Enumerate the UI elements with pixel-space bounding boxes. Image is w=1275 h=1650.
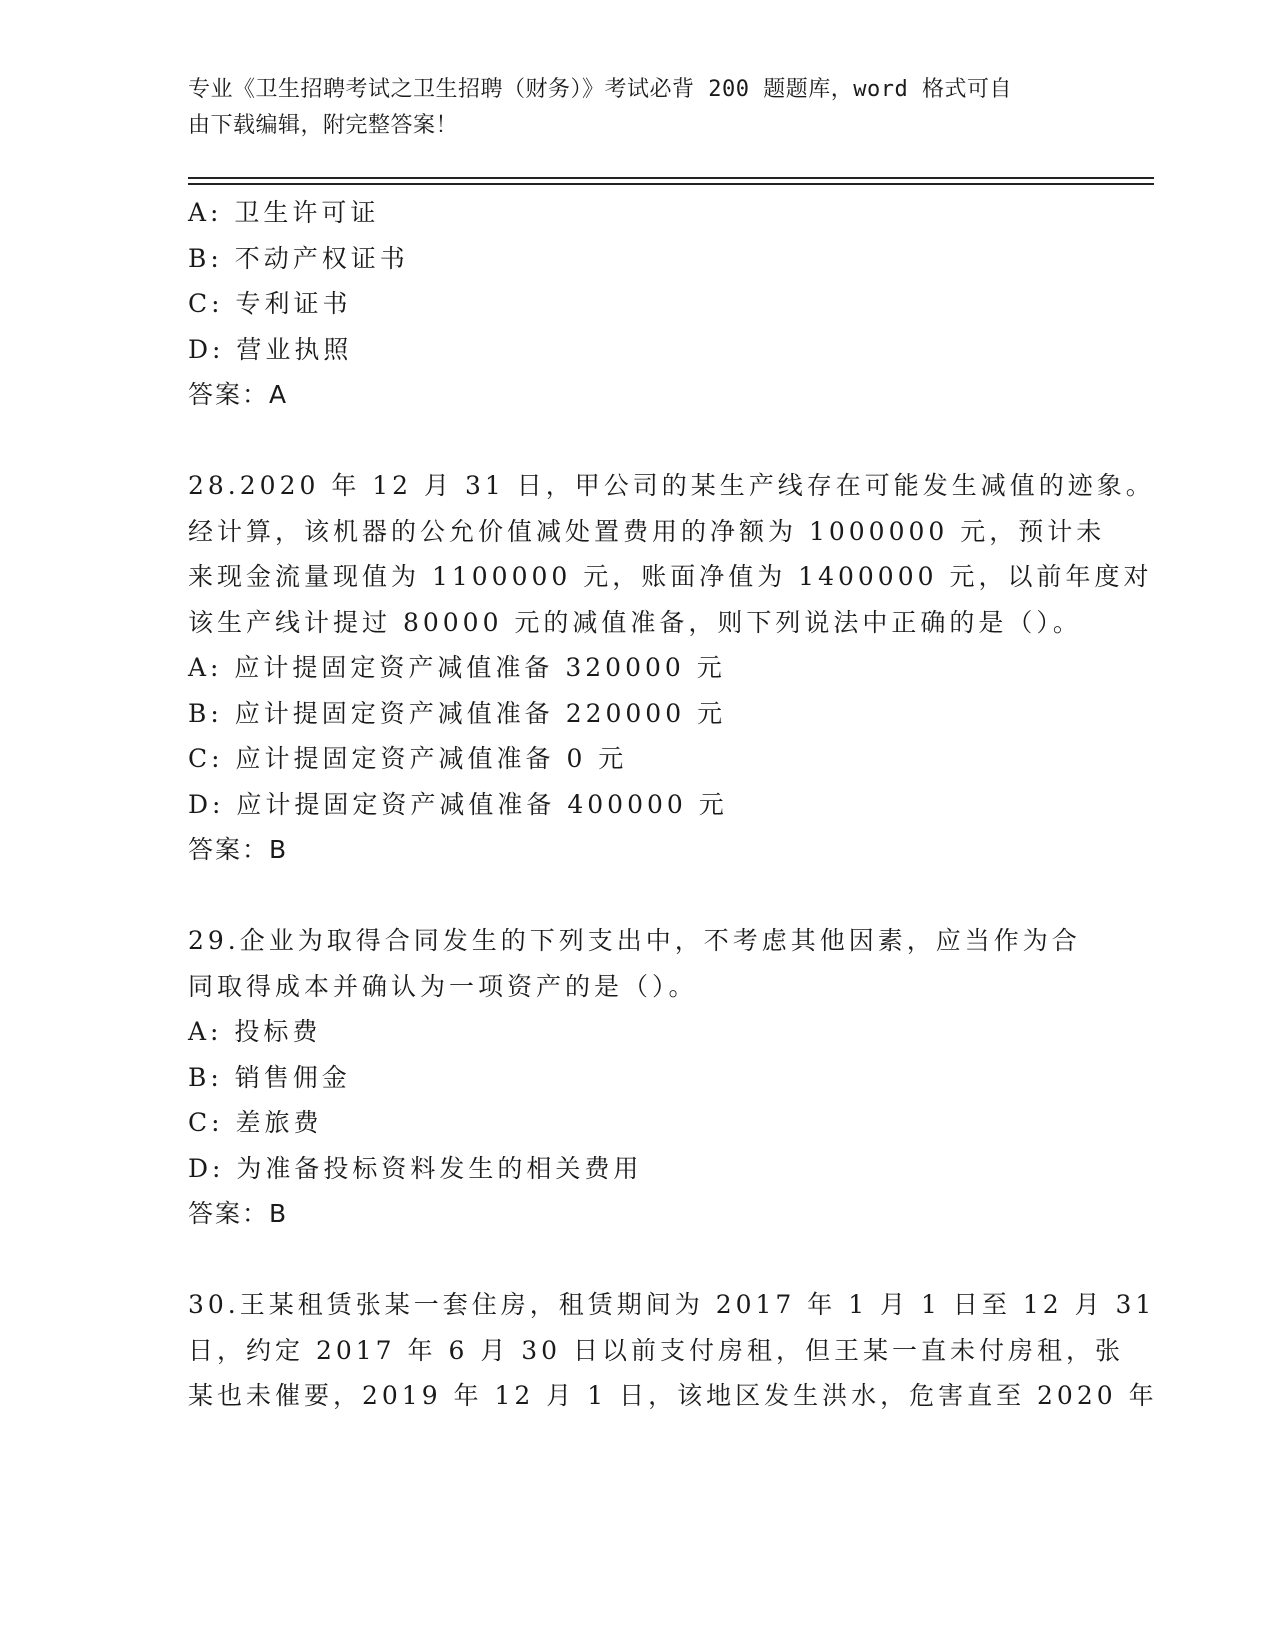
question-stem-line: 30.王某租赁张某一套住房，租赁期间为 2017 年 1 月 1 日至 12 月 31 bbox=[188, 1290, 1156, 1319]
header-line: 由下载编辑，附完整答案！ bbox=[188, 113, 459, 138]
option-b: B: 不动产权证书 bbox=[188, 243, 409, 273]
question-stem-line: 28.2020 年 12 月 31 日，甲公司的某生产线存在可能发生减值的迹象。 bbox=[188, 471, 1155, 500]
answer-line: 答案：B bbox=[188, 835, 289, 864]
question-28-block bbox=[188, 463, 1155, 873]
question-29-block bbox=[188, 918, 1088, 1237]
option-d: D: 为准备投标资料发生的相关费用 bbox=[188, 1153, 643, 1183]
spacer bbox=[188, 418, 1088, 464]
option-b: B: 应计提固定资产减值准备 220000 元 bbox=[188, 698, 727, 728]
answer-line: 答案：A bbox=[188, 380, 289, 409]
question-list bbox=[188, 190, 1158, 1419]
question-stem-line: 该生产线计提过 80000 元的减值准备，则下列说法中正确的是（）。 bbox=[188, 607, 1082, 637]
question-stem-line: 同取得成本并确认为一项资产的是（）。 bbox=[188, 971, 698, 1001]
option-d: D: 应计提固定资产减值准备 400000 元 bbox=[188, 789, 728, 819]
question-stem-line: 来现金流量现值为 1100000 元，账面净值为 1400000 元，以前年度对 bbox=[188, 562, 1153, 591]
question-stem-line: 29.企业为取得合同发生的下列支出中，不考虑其他因素，应当作为合 bbox=[188, 926, 1081, 955]
header-divider bbox=[188, 177, 1154, 179]
question-30-block bbox=[188, 1282, 1158, 1419]
option-b: B: 销售佣金 bbox=[188, 1062, 351, 1092]
option-a: A: 卫生许可证 bbox=[188, 198, 380, 227]
answer-line: 答案：B bbox=[188, 1199, 289, 1228]
option-a: A: 应计提固定资产减值准备 320000 元 bbox=[188, 653, 726, 682]
option-d: D: 营业执照 bbox=[188, 334, 353, 364]
spacer bbox=[188, 873, 1088, 919]
spacer bbox=[188, 1237, 1088, 1283]
header-line: 专业《卫生招聘考试之卫生招聘（财务）》考试必背 200 题题库，word 格式可自 bbox=[188, 77, 1012, 102]
option-c: C: 应计提固定资产减值准备 0 元 bbox=[188, 744, 628, 773]
question-stem-line: 日，约定 2017 年 6 月 30 日以前支付房租，但王某一直未付房租，张 bbox=[188, 1335, 1125, 1365]
document-header bbox=[188, 72, 1068, 144]
option-c: C: 差旅费 bbox=[188, 1108, 323, 1137]
question-stem-line: 经计算，该机器的公允价值减处置费用的净额为 1000000 元，预计未 bbox=[188, 516, 1106, 546]
header-divider bbox=[188, 183, 1154, 185]
option-a: A: 投标费 bbox=[188, 1017, 322, 1046]
question-27-block bbox=[188, 190, 1088, 418]
question-stem-line: 某也未催要，2019 年 12 月 1 日，该地区发生洪水，危害直至 2020 年 bbox=[188, 1381, 1158, 1410]
option-c: C: 专利证书 bbox=[188, 289, 352, 318]
